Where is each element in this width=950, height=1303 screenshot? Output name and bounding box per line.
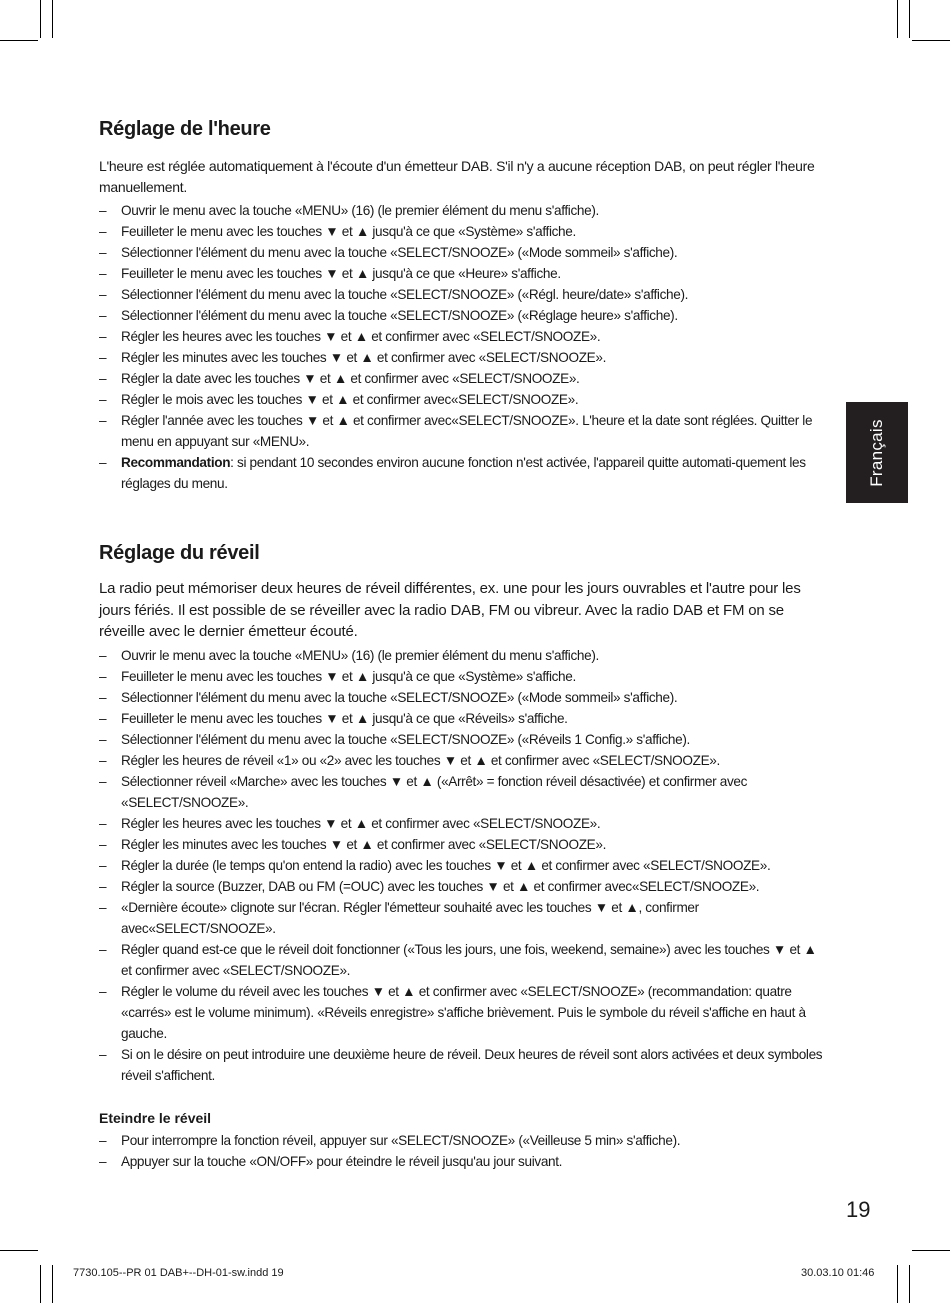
list-item: – Régler les heures avec les touches ▼ et ▲ et confirmer avec «SELECT/SNOOZE». — [99, 813, 829, 834]
recommendation-item — [99, 452, 829, 494]
section-title-alarm-off: Eteindre le réveil — [99, 1110, 212, 1126]
section-title-time: Réglage de l'heure — [99, 118, 271, 140]
footer-file-info: 7730.105--PR 01 DAB+--DH-01-sw.indd 19 — [73, 1267, 284, 1279]
list-item: – Sélectionner l'élément du menu avec la touche «SELECT/SNOOZE» («Réglage heure» s'affiche). — [99, 305, 829, 326]
list-item: – Feuilleter le menu avec les touches ▼ et ▲ jusqu'à ce que «Système» s'affiche. — [99, 221, 829, 242]
list-item: – Feuilleter le menu avec les touches ▼ et ▲ jusqu'à ce que «Heure» s'affiche. — [99, 263, 829, 284]
list-item: – Régler le volume du réveil avec les touches ▼ et ▲ et confirmer avec «SELECT/SNOOZE» (recommandation: quatre «carrés» est le volume minimum). «Réveils enregistre» s'affiche brièvement. Puis le symbole du réveil s'affiche en haut à gauche. — [99, 981, 829, 1044]
list-item: – Sélectionner réveil «Marche» avec les touches ▼ et ▲ («Arrêt» = fonction réveil désactivée) et confirmer avec «SELECT/SNOOZE». — [99, 771, 829, 813]
crop-mark — [0, 40, 38, 41]
list-item: – Régler la date avec les touches ▼ et ▲ et confirmer avec «SELECT/SNOOZE». — [99, 368, 829, 389]
list-item: – Régler la source (Buzzer, DAB ou FM (=OUC) avec les touches ▼ et ▲ et confirmer avec«SELECT/SNOOZE». — [99, 876, 829, 897]
crop-mark — [40, 1265, 41, 1303]
crop-mark — [909, 0, 910, 38]
list-item: – Régler les heures avec les touches ▼ et ▲ et confirmer avec «SELECT/SNOOZE». — [99, 326, 829, 347]
language-tab — [846, 402, 908, 503]
list-item: – Sélectionner l'élément du menu avec la touche «SELECT/SNOOZE» («Réveils 1 Config.» s'affiche). — [99, 729, 829, 750]
list-item: – Feuilleter le menu avec les touches ▼ et ▲ jusqu'à ce que «Réveils» s'affiche. — [99, 708, 829, 729]
recommendation-label: Recommandation — [121, 455, 231, 470]
list-item: – Régler les heures de réveil «1» ou «2» avec les touches ▼ et ▲ et confirmer avec «SELECT/SNOOZE». — [99, 750, 829, 771]
step-list-alarm-off — [99, 1130, 829, 1172]
footer-date: 30.03.10 01:46 — [801, 1267, 875, 1279]
list-item: – Sélectionner l'élément du menu avec la touche «SELECT/SNOOZE» («Mode sommeil» s'affiche). — [99, 687, 829, 708]
crop-mark — [52, 0, 53, 38]
list-item: – Si on le désire on peut introduire une deuxième heure de réveil. Deux heures de réveil sont alors activées et deux symboles réveil s'affichent. — [99, 1044, 829, 1086]
page-number: 19 — [846, 1197, 871, 1222]
crop-mark — [40, 0, 41, 38]
list-item: – Régler la durée (le temps qu'on entend la radio) avec les touches ▼ et ▲ et confirmer avec «SELECT/SNOOZE». — [99, 855, 829, 876]
section-intro-time: L'heure est réglée automatiquement à l'écoute d'un émetteur DAB. S'il n'y a aucune réception DAB, on peut régler l'heure manuellement. — [99, 158, 815, 195]
list-item: – Pour interrompre la fonction réveil, appuyer sur «SELECT/SNOOZE» («Veilleuse 5 min» s'affiche). — [99, 1130, 829, 1151]
list-item: – Ouvrir le menu avec la touche «MENU» (16) (le premier élément du menu s'affiche). — [99, 645, 829, 666]
crop-mark — [897, 0, 898, 38]
crop-mark — [0, 1250, 38, 1251]
list-item: – Ouvrir le menu avec la touche «MENU» (16) (le premier élément du menu s'affiche). — [99, 200, 829, 221]
list-item: – Appuyer sur la touche «ON/OFF» pour éteindre le réveil jusqu'au jour suivant. — [99, 1151, 829, 1172]
crop-mark — [909, 1265, 910, 1303]
language-tab-label: Français — [867, 418, 886, 487]
list-item: – Sélectionner l'élément du menu avec la touche «SELECT/SNOOZE» («Régl. heure/date» s'affiche). — [99, 284, 829, 305]
crop-mark — [912, 1250, 950, 1251]
recommendation-text: : si pendant 10 secondes environ aucune fonction n'est activée, l'appareil quitte automati-quement les réglages du menu. — [121, 455, 806, 491]
list-item: – Régler les minutes avec les touches ▼ et ▲ et confirmer avec «SELECT/SNOOZE». — [99, 834, 829, 855]
section-intro-alarm: La radio peut mémoriser deux heures de réveil différentes, ex. une pour les jours ouvrables et l'autre pour les jours fériés. Il est possible de se réveiller avec la radio DAB, FM ou vibreur. Avec la radio DAB et FM on se réveille avec le dernier émetteur écouté. — [99, 580, 801, 640]
section-title-alarm: Réglage du réveil — [99, 542, 260, 564]
step-list-time — [99, 200, 829, 494]
list-item: – Régler le mois avec les touches ▼ et ▲ et confirmer avec«SELECT/SNOOZE». — [99, 389, 829, 410]
list-item: – Feuilleter le menu avec les touches ▼ et ▲ jusqu'à ce que «Système» s'affiche. — [99, 666, 829, 687]
crop-mark — [912, 40, 950, 41]
list-item: – «Dernière écoute» clignote sur l'écran. Régler l'émetteur souhaité avec les touches ▼ et ▲, confirmer avec«SELECT/SNOOZE». — [99, 897, 829, 939]
crop-mark — [897, 1265, 898, 1303]
list-item: – Régler l'année avec les touches ▼ et ▲ et confirmer avec«SELECT/SNOOZE». L'heure et la date sont réglées. Quitter le menu en appuyant sur «MENU». — [99, 410, 829, 452]
list-item: – Sélectionner l'élément du menu avec la touche «SELECT/SNOOZE» («Mode sommeil» s'affiche). — [99, 242, 829, 263]
crop-mark — [52, 1265, 53, 1303]
step-list-alarm — [99, 645, 829, 1086]
list-item: – Régler quand est-ce que le réveil doit fonctionner («Tous les jours, une fois, weekend, semaine») avec les touches ▼ et ▲ et confirmer avec «SELECT/SNOOZE». — [99, 939, 829, 981]
list-item: – Régler les minutes avec les touches ▼ et ▲ et confirmer avec «SELECT/SNOOZE». — [99, 347, 829, 368]
